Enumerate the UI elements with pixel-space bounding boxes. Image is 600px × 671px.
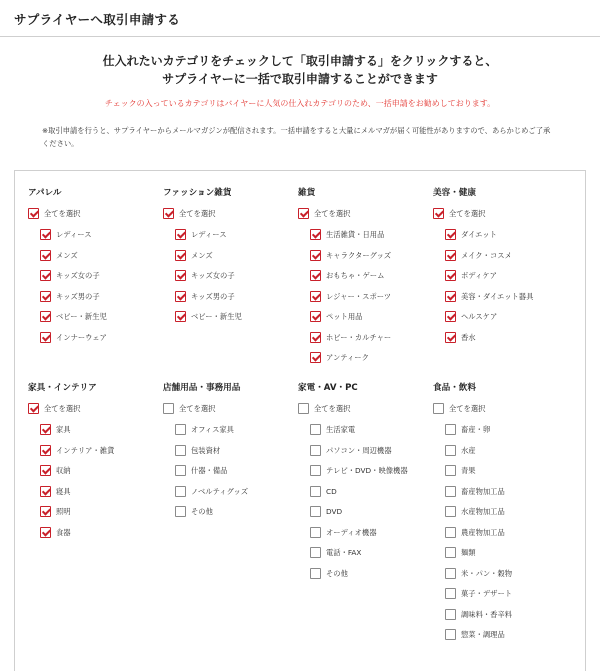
checkbox-checked[interactable] bbox=[40, 229, 51, 240]
checkbox-checked[interactable] bbox=[40, 291, 51, 302]
category-title: 雑貨 bbox=[298, 188, 316, 198]
checkbox-label: 什器・備品 bbox=[191, 466, 228, 475]
category-title: 美容・健康 bbox=[433, 188, 476, 198]
checkbox-label: レディース bbox=[56, 230, 92, 239]
checkbox-checked[interactable] bbox=[433, 208, 444, 219]
checkbox-checked[interactable] bbox=[40, 506, 51, 517]
checkbox-checked[interactable] bbox=[175, 311, 186, 322]
checkbox-unchecked[interactable] bbox=[310, 506, 321, 517]
checkbox-label: 全てを選択 bbox=[44, 209, 81, 218]
checkbox-unchecked[interactable] bbox=[445, 486, 456, 497]
checkbox-label: 美容・ダイエット器具 bbox=[461, 291, 534, 301]
checkbox-unchecked[interactable] bbox=[310, 547, 321, 558]
checkbox-label: ベビー・新生児 bbox=[56, 312, 107, 321]
category-title: ファッション雑貨 bbox=[163, 188, 232, 198]
checkbox-label: キッズ男の子 bbox=[191, 291, 235, 301]
checkbox-label: その他 bbox=[326, 568, 348, 578]
checkbox-unchecked[interactable] bbox=[175, 506, 186, 517]
checkbox-checked[interactable] bbox=[175, 229, 186, 240]
checkbox-label: 調味料・香辛料 bbox=[461, 609, 513, 619]
checkbox-unchecked[interactable] bbox=[310, 527, 321, 538]
checkbox-checked[interactable] bbox=[310, 229, 321, 240]
checkbox-label: 生活雑貨・日用品 bbox=[326, 230, 385, 239]
checkbox-label: 全てを選択 bbox=[314, 209, 351, 218]
category-title: アパレル bbox=[28, 188, 62, 198]
checkbox-label: 農産物加工品 bbox=[461, 527, 505, 537]
checkbox-checked[interactable] bbox=[28, 403, 39, 414]
checkbox-label: パソコン・周辺機器 bbox=[326, 445, 392, 455]
checkbox-label: 畜産・卵 bbox=[461, 425, 491, 434]
checkbox-unchecked[interactable] bbox=[445, 568, 456, 579]
checkbox-label: ホビー・カルチャー bbox=[326, 332, 392, 342]
checkbox-label: 食器 bbox=[56, 527, 71, 537]
checkbox-checked[interactable] bbox=[445, 332, 456, 343]
checkbox-checked[interactable] bbox=[40, 250, 51, 261]
checkbox-checked[interactable] bbox=[310, 250, 321, 261]
checkbox-label: 青果 bbox=[461, 466, 476, 475]
checkbox-label: 全てを選択 bbox=[179, 209, 216, 218]
checkbox-label: 水産 bbox=[461, 445, 476, 455]
checkbox-checked[interactable] bbox=[40, 424, 51, 435]
intro-line-2: サプライヤーに一括で取引申請することができます bbox=[162, 72, 438, 86]
checkbox-label: ペット用品 bbox=[326, 312, 363, 321]
intro-line-1: 仕入れたいカテゴリをチェックして「取引申請する」をクリックすると、 bbox=[102, 54, 498, 68]
checkbox-label: 惣菜・調理品 bbox=[461, 630, 505, 639]
category-title: 家電・AV・PC bbox=[298, 383, 358, 393]
checkbox-unchecked[interactable] bbox=[433, 403, 444, 414]
checkbox-checked[interactable] bbox=[175, 291, 186, 302]
mail-notice: ※取引申請を行うと、サプライヤーからメールマガジンが配信されます。一括申請をすると大量にメルマガが届く可能性がありますので、あらかじめご了承ください。 bbox=[42, 126, 551, 148]
checkbox-label: インテリア・雑貨 bbox=[56, 445, 115, 455]
checkbox-label: オーディオ機器 bbox=[326, 527, 377, 537]
checkbox-label: CD bbox=[326, 486, 337, 496]
checkbox-checked[interactable] bbox=[40, 527, 51, 538]
checkbox-unchecked[interactable] bbox=[445, 445, 456, 456]
checkbox-label: ボディケア bbox=[461, 271, 497, 280]
checkbox-unchecked[interactable] bbox=[175, 445, 186, 456]
checkbox-checked[interactable] bbox=[445, 270, 456, 281]
checkbox-label: 生活家電 bbox=[326, 425, 356, 434]
checkbox-label: 寝具 bbox=[56, 486, 71, 496]
checkbox-label: 全てを選択 bbox=[449, 209, 486, 218]
checkbox-checked[interactable] bbox=[175, 250, 186, 261]
checkbox-unchecked[interactable] bbox=[298, 403, 309, 414]
checkbox-unchecked[interactable] bbox=[163, 403, 174, 414]
checkbox-checked[interactable] bbox=[445, 311, 456, 322]
checkbox-label: 麺類 bbox=[461, 548, 476, 557]
checkbox-label: 家具 bbox=[56, 425, 71, 434]
checkbox-label: その他 bbox=[191, 507, 213, 516]
checkbox-unchecked[interactable] bbox=[445, 506, 456, 517]
checkbox-checked[interactable] bbox=[445, 291, 456, 302]
checkbox-checked[interactable] bbox=[40, 332, 51, 343]
category-title: 家具・インテリア bbox=[28, 383, 97, 393]
checkbox-label: ベビー・新生児 bbox=[191, 312, 242, 321]
checkbox-label: レジャー・スポーツ bbox=[326, 291, 392, 301]
checkbox-label: キッズ男の子 bbox=[56, 291, 100, 301]
checkbox-label: 収納 bbox=[56, 466, 71, 475]
modal-header bbox=[0, 0, 600, 37]
category-title: 食品・飲料 bbox=[433, 383, 476, 393]
checkbox-unchecked[interactable] bbox=[445, 547, 456, 558]
checkbox-label: DVD bbox=[326, 507, 343, 516]
checkbox-checked[interactable] bbox=[445, 250, 456, 261]
checkbox-label: レディース bbox=[191, 230, 227, 239]
checkbox-checked[interactable] bbox=[445, 229, 456, 240]
category-title: 店舗用品・事務用品 bbox=[163, 383, 241, 393]
checkbox-unchecked[interactable] bbox=[175, 486, 186, 497]
checkbox-checked[interactable] bbox=[28, 208, 39, 219]
checkbox-checked[interactable] bbox=[310, 291, 321, 302]
checkbox-checked[interactable] bbox=[40, 445, 51, 456]
checkbox-unchecked[interactable] bbox=[445, 424, 456, 435]
checkbox-unchecked[interactable] bbox=[445, 609, 456, 620]
checkbox-label: キッズ女の子 bbox=[191, 271, 235, 280]
checkbox-checked[interactable] bbox=[40, 465, 51, 476]
checkbox-checked[interactable] bbox=[310, 270, 321, 281]
checkbox-label: 全てを選択 bbox=[179, 404, 216, 413]
checkbox-unchecked[interactable] bbox=[445, 465, 456, 476]
checkbox-label: キャラクターグッズ bbox=[326, 250, 392, 260]
page-title: サプライヤーへ取引申請する bbox=[14, 12, 181, 27]
checkbox-checked[interactable] bbox=[40, 270, 51, 281]
checkbox-label: 水産物加工品 bbox=[461, 507, 505, 516]
checkbox-unchecked[interactable] bbox=[310, 424, 321, 435]
checkbox-label: 包装資材 bbox=[191, 445, 221, 455]
checkbox-label: 菓子・デザート bbox=[461, 589, 513, 598]
checkbox-label: ダイエット bbox=[461, 230, 497, 239]
checkbox-checked[interactable] bbox=[298, 208, 309, 219]
checkbox-checked[interactable] bbox=[310, 311, 321, 322]
checkbox-unchecked[interactable] bbox=[310, 445, 321, 456]
checkbox-label: ノベルティグッズ bbox=[191, 486, 249, 496]
checkbox-label: メンズ bbox=[56, 250, 78, 260]
checkbox-unchecked[interactable] bbox=[310, 465, 321, 476]
checkbox-label: インナーウェア bbox=[56, 332, 107, 342]
checkbox-label: オフィス家具 bbox=[191, 425, 234, 434]
checkbox-label: メンズ bbox=[191, 250, 213, 260]
checkbox-unchecked[interactable] bbox=[445, 588, 456, 599]
checkbox-unchecked[interactable] bbox=[445, 629, 456, 640]
checkbox-label: 全てを選択 bbox=[314, 404, 351, 413]
checkbox-checked[interactable] bbox=[40, 311, 51, 322]
checkbox-label: 畜産物加工品 bbox=[461, 486, 505, 496]
checkbox-label: テレビ・DVD・映像機器 bbox=[326, 466, 408, 475]
category-panel bbox=[14, 170, 586, 671]
checkbox-unchecked[interactable] bbox=[445, 527, 456, 538]
checkbox-label: アンティーク bbox=[326, 353, 369, 362]
checkbox-checked[interactable] bbox=[175, 270, 186, 281]
checkbox-label: 電話・FAX bbox=[326, 548, 362, 557]
checkbox-unchecked[interactable] bbox=[310, 568, 321, 579]
checkbox-checked[interactable] bbox=[40, 486, 51, 497]
checkbox-unchecked[interactable] bbox=[175, 424, 186, 435]
checkbox-checked[interactable] bbox=[310, 332, 321, 343]
checkbox-unchecked[interactable] bbox=[310, 486, 321, 497]
checkbox-unchecked[interactable] bbox=[175, 465, 186, 476]
checkbox-label: 米・パン・穀物 bbox=[461, 568, 513, 578]
checkbox-label: おもちゃ・ゲーム bbox=[326, 271, 385, 280]
checkbox-checked[interactable] bbox=[310, 352, 321, 363]
checkbox-label: キッズ女の子 bbox=[56, 271, 100, 280]
checkbox-label: メイク・コスメ bbox=[461, 250, 512, 260]
checkbox-label: 香水 bbox=[461, 332, 476, 342]
checkbox-label: 照明 bbox=[56, 507, 71, 516]
recommend-text: チェックの入っているカテゴリはバイヤーに人気の仕入れカテゴリのため、一括申請をお勧めしております。 bbox=[104, 99, 496, 108]
checkbox-label: ヘルスケア bbox=[461, 312, 498, 321]
checkbox-label: 全てを選択 bbox=[44, 404, 81, 413]
checkbox-label: 全てを選択 bbox=[449, 404, 486, 413]
checkbox-checked[interactable] bbox=[163, 208, 174, 219]
